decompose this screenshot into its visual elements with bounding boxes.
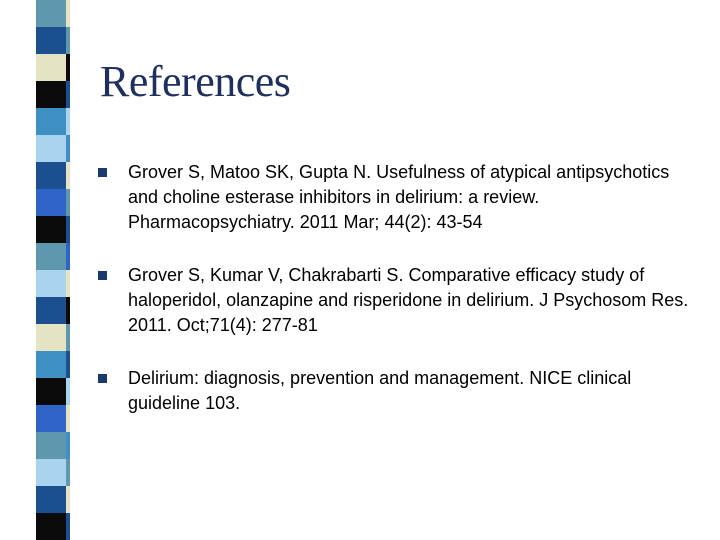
stripe-block bbox=[66, 54, 70, 81]
stripe-block bbox=[66, 0, 70, 27]
square-bullet-icon bbox=[98, 168, 107, 177]
reference-text: Delirium: diagnosis, prevention and management. NICE clinical guideline 103. bbox=[128, 368, 632, 413]
stripe-block bbox=[66, 486, 70, 513]
stripe-block bbox=[36, 459, 66, 486]
stripe-block bbox=[66, 81, 70, 108]
stripe-block bbox=[66, 513, 70, 540]
stripe-block bbox=[36, 162, 66, 189]
reference-item bbox=[98, 366, 698, 416]
stripe-block bbox=[36, 243, 66, 270]
reference-item bbox=[98, 263, 698, 338]
stripe-block bbox=[66, 432, 70, 459]
stripe-block bbox=[36, 108, 66, 135]
stripe-block bbox=[36, 486, 66, 513]
stripe-block bbox=[36, 378, 66, 405]
stripe-block bbox=[66, 162, 70, 189]
reference-item bbox=[98, 160, 698, 235]
stripe-block bbox=[36, 405, 66, 432]
stripe-block bbox=[66, 216, 70, 243]
stripe-block bbox=[66, 135, 70, 162]
square-bullet-icon bbox=[98, 271, 107, 280]
stripe-block bbox=[66, 378, 70, 405]
stripe-block bbox=[36, 432, 66, 459]
reference-text: Grover S, Matoo SK, Gupta N. Usefulness of atypical antipsychotics and choline esterase inhibitors in delirium: a review. Pharmacopsychiatry. 2011 Mar; 44(2): 43-54 bbox=[128, 162, 670, 232]
stripe-block bbox=[36, 0, 66, 27]
square-bullet-icon bbox=[98, 374, 107, 383]
reference-text: Grover S, Kumar V, Chakrabarti S. Comparative efficacy study of haloperidol, olanzapine and risperidone in delirium. J Psychosom Res. 2011. Oct;71(4): 277-81 bbox=[128, 265, 689, 335]
stripe-block bbox=[36, 81, 66, 108]
stripe-block bbox=[36, 324, 66, 351]
stripe-block bbox=[66, 189, 70, 216]
slide-title: References bbox=[100, 57, 291, 106]
stripe-block bbox=[36, 135, 66, 162]
stripe-block bbox=[66, 27, 70, 54]
stripe-block bbox=[66, 459, 70, 486]
decorative-stripe-bar bbox=[0, 0, 70, 540]
stripe-block bbox=[36, 513, 66, 540]
stripe-block bbox=[36, 270, 66, 297]
reference-list bbox=[98, 160, 698, 444]
stripe-block bbox=[36, 189, 66, 216]
stripe-block bbox=[66, 270, 70, 297]
stripe-block bbox=[66, 351, 70, 378]
stripe-block bbox=[36, 27, 66, 54]
stripe-block bbox=[66, 324, 70, 351]
stripe-block bbox=[66, 243, 70, 270]
stripe-block bbox=[36, 297, 66, 324]
stripe-block bbox=[36, 216, 66, 243]
stripe-block bbox=[36, 54, 66, 81]
stripe-block bbox=[66, 108, 70, 135]
stripe-block bbox=[36, 351, 66, 378]
stripe-block bbox=[66, 297, 70, 324]
stripe-block bbox=[66, 405, 70, 432]
